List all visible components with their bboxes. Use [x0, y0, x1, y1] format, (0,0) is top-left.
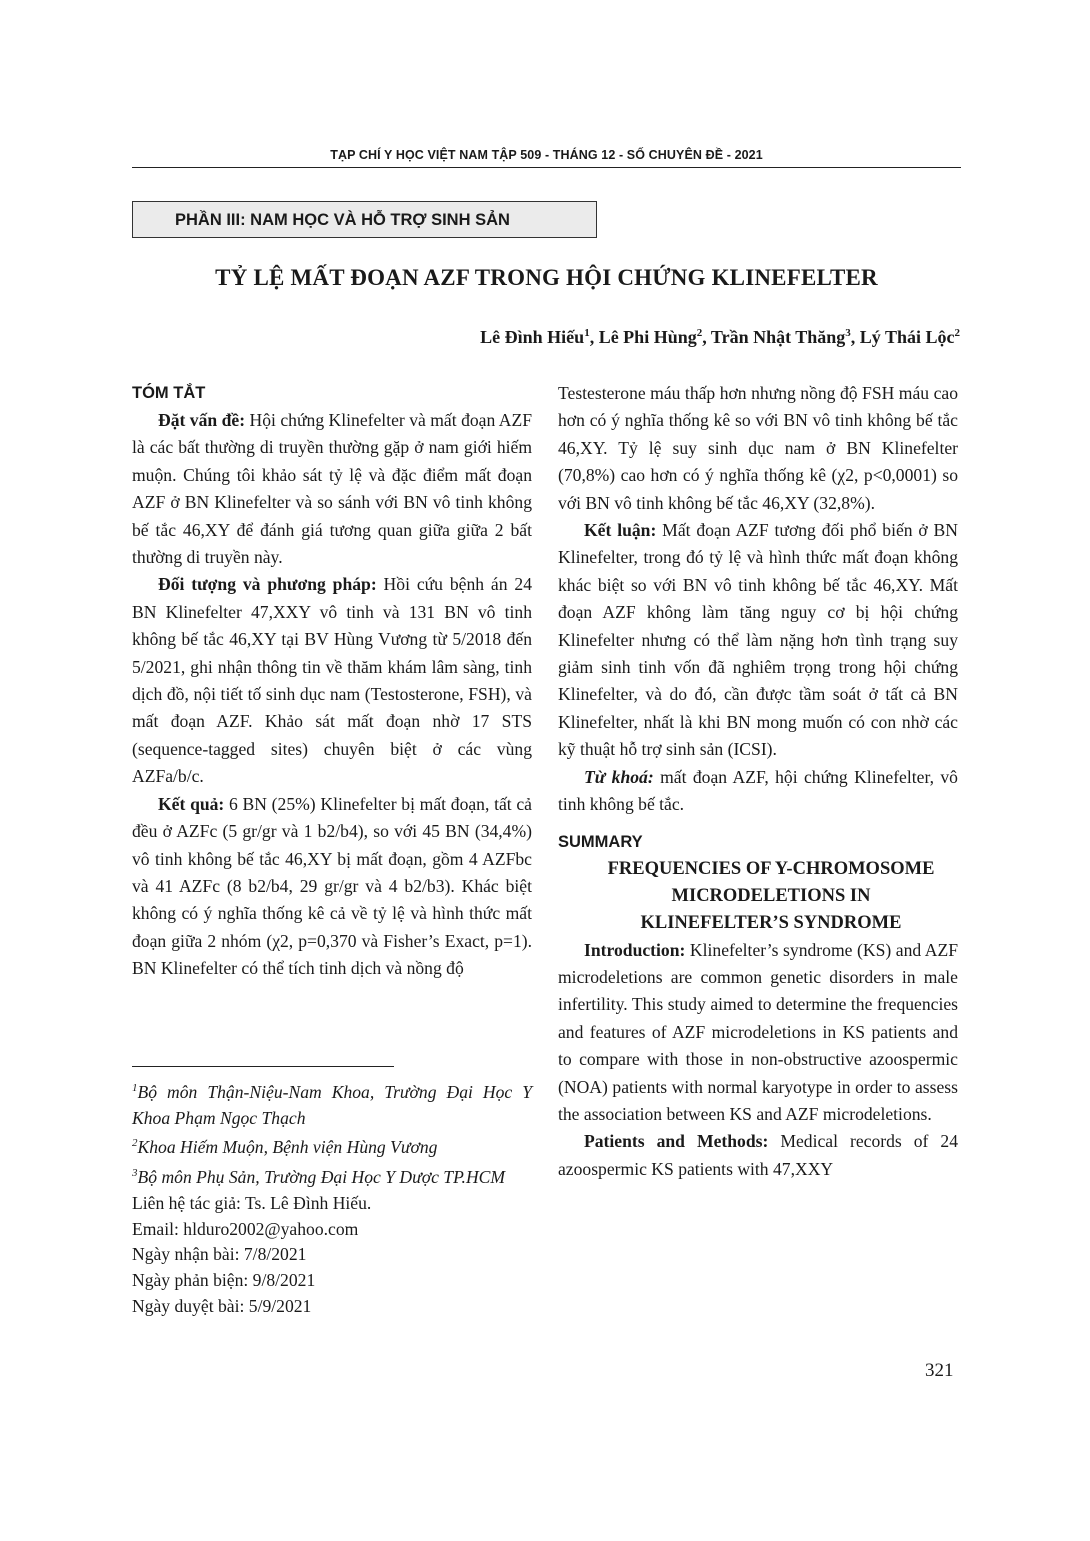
abstract-keywords: [558, 764, 958, 819]
right-column: [558, 380, 958, 1183]
affiliation-number: 1: [132, 1082, 138, 1094]
affiliation-number: 2: [132, 1137, 138, 1150]
paragraph-label: Kết luận:: [584, 520, 657, 541]
summary-introduction: [558, 937, 958, 1129]
section-label: PHẦN III: NAM HỌC VÀ HỖ TRỢ SINH SẢN: [132, 201, 597, 238]
summary-methods: [558, 1128, 958, 1183]
paragraph-label: Introduction:: [584, 939, 686, 960]
affiliation-number: 3: [132, 1167, 138, 1180]
summary-title-line: MICRODELETIONS IN: [671, 885, 871, 906]
author-affiliation: 2: [696, 327, 703, 339]
footnotes: [132, 1076, 532, 1320]
affiliation-text: Bộ môn Phụ Sản, Trường Đại Học Y Dược TP.HCM: [137, 1166, 506, 1187]
summary-title-line: FREQUENCIES OF Y-CHROMOSOME: [607, 858, 935, 879]
date-reviewed: Ngày phản biện: 9/8/2021: [132, 1270, 316, 1291]
affiliation-text: Bộ môn Thận-Niệu-Nam Khoa, Trường Đại Học Y Khoa Phạm Ngọc Thạch: [132, 1081, 532, 1128]
paragraph-text: Hồi cứu bệnh án 24 BN Klinefelter 47,XXY vô tinh và 131 BN vô tinh không bế tắc 46,XY tại BV Hùng Vương từ 5/2018 đến 5/2021, ghi nhận thông tin về thăm khám lâm sàng, tinh dịch đồ, nội tiết tố sinh dục nam (Testosterone, FSH), và mất đoạn AZF. Khảo sát mất đoạn nhờ 17 STS (sequence-tagged sites) chuyên biệt ở các vùng AZFa/b/c.: [132, 574, 532, 787]
affiliation-1: [132, 1076, 532, 1131]
author-affiliation: 2: [954, 327, 960, 339]
date-received: Ngày nhận bài: 7/8/2021: [132, 1244, 307, 1265]
abstract-results-continued: Testesterone máu thấp hơn nhưng nồng độ FSH máu cao hơn có ý nghĩa thống kê so với BN vô tinh không bế tắc 46,XY. Tỷ lệ suy sinh dục nam ở BN Klinefelter (70,8%) cao hơn có ý nghĩa thống kê (χ2, p<0,0001) so với BN vô tinh không bế tắc 46,XY (32,8%).: [558, 383, 958, 513]
paragraph-label: Đối tượng và phương pháp:: [158, 574, 377, 595]
contact-email: Email: hlduro2002@yahoo.com: [132, 1218, 359, 1239]
author-list: Lê Đình Hiếu$^1$, Lê Phi Hùng$^2$, Trần Nhật Thăng$^3$, Lý Thái Lộc$^2$: [480, 327, 960, 347]
contact-author: Liên hệ tác giả: Ts. Lê Đình Hiếu.: [132, 1192, 372, 1213]
paragraph-label: Kết quả:: [158, 793, 225, 814]
paragraph-text: Mất đoạn AZF tương đối phổ biến ở BN Klinefelter, trong đó tỷ lệ và hình thức mất đoạn không khác biệt so với BN vô tinh không bế tắc 46,XY. Mất đoạn AZF không làm tăng nguy cơ bị hội chứng Klinefelter nhưng có thể làm nặng hơn tình trạng suy giảm sinh tinh vốn đã nghiêm trọng trong hội chứng Klinefelter, và do đó, cần được tầm soát ở tất cả BN Klinefelter, nhất là khi BN mong muốn có con nhờ các kỹ thuật hỗ trợ sinh sản (ICSI).: [558, 520, 958, 760]
paragraph-label: Patients and Methods:: [584, 1131, 769, 1152]
author-affiliation: 1: [584, 327, 590, 339]
paragraph-text: Klinefelter’s syndrome (KS) and AZF microdeletions are common genetic disorders in male infertility. This study aimed to determine the frequencies and features of AZF microdeletions in KS patients and to compare with those in non-obstructive azoospermic (NOA) patients with normal karyotype in order to assess the association between KS and AZF microdeletions.: [558, 939, 958, 1124]
summary-title-line: KLINEFELTER’S SYNDROME: [640, 912, 902, 933]
summary-heading: SUMMARY: [558, 832, 643, 851]
author-name: Trần Nhật Thăng: [710, 327, 846, 347]
abstract-conclusion: [558, 517, 958, 764]
date-accepted: Ngày duyệt bài: 5/9/2021: [132, 1295, 312, 1316]
author-name: Lê Đình Hiếu: [480, 327, 585, 347]
affiliation-3: [132, 1161, 532, 1191]
affiliation-2: [132, 1131, 532, 1161]
footnote-rule: [132, 1066, 394, 1067]
header-rule: [132, 167, 961, 168]
author-name: Lý Thái Lộc: [859, 327, 955, 347]
author-name: Lê Phi Hùng: [598, 327, 697, 347]
paragraph-text: Medical records of 24 azoospermic KS patients with 47,XXY: [558, 1131, 958, 1179]
abstract-background: [132, 407, 532, 571]
paragraph-label: Đặt vấn đề:: [158, 410, 246, 430]
abstract-heading: TÓM TẮT: [132, 384, 206, 402]
paragraph-text: mất đoạn AZF, hội chứng Klinefelter, vô tinh không bế tắc.: [558, 766, 958, 815]
abstract-methods: [132, 571, 532, 790]
article-title: TỶ LỆ MẤT ĐOẠN AZF TRONG HỘI CHỨNG KLINEFELTER: [215, 265, 878, 290]
paragraph-label: Từ khoá:: [584, 766, 654, 787]
journal-header: TẠP CHÍ Y HỌC VIỆT NAM TẬP 509 - THÁNG 12 - SỐ CHUYÊN ĐỀ - 2021: [330, 148, 763, 162]
abstract-results: [132, 791, 532, 983]
paragraph-text: Hội chứng Klinefelter và mất đoạn AZF là các bất thường di truyền thường gặp ở nam giới hiếm muộn. Chúng tôi khảo sát tỷ lệ và đặc điểm mất đoạn AZF ở BN Klinefelter và so sánh với BN vô tinh không bế tắc 46,XY để đánh giá tương quan giữa giữa 2 bất thường di truyền này.: [132, 410, 532, 568]
paragraph-text: 6 BN (25%) Klinefelter bị mất đoạn, tất cả đều ở AZFc (5 gr/gr và 1 b2/b4), so với 45 BN (34,4%) vô tinh không bế tắc 46,XY bị mất đoạn, gồm 4 AZFbc và 41 AZFc (8 b2/b4, 29 gr/gr và 4 b2/b3). Khác biệt không có ý nghĩa thống kê cả về tỷ lệ và hình thức mất đoạn giữa 2 nhóm (χ2, p=0,370 và Fisher’s Exact, p=1). BN Klinefelter có thể tích tinh dịch và nồng độ: [132, 793, 532, 979]
page-number: 321: [925, 1360, 954, 1381]
left-column: [132, 380, 532, 983]
author-affiliation: 3: [845, 327, 851, 339]
affiliation-text: Khoa Hiếm Muộn, Bệnh viện Hùng Vương: [137, 1137, 438, 1158]
